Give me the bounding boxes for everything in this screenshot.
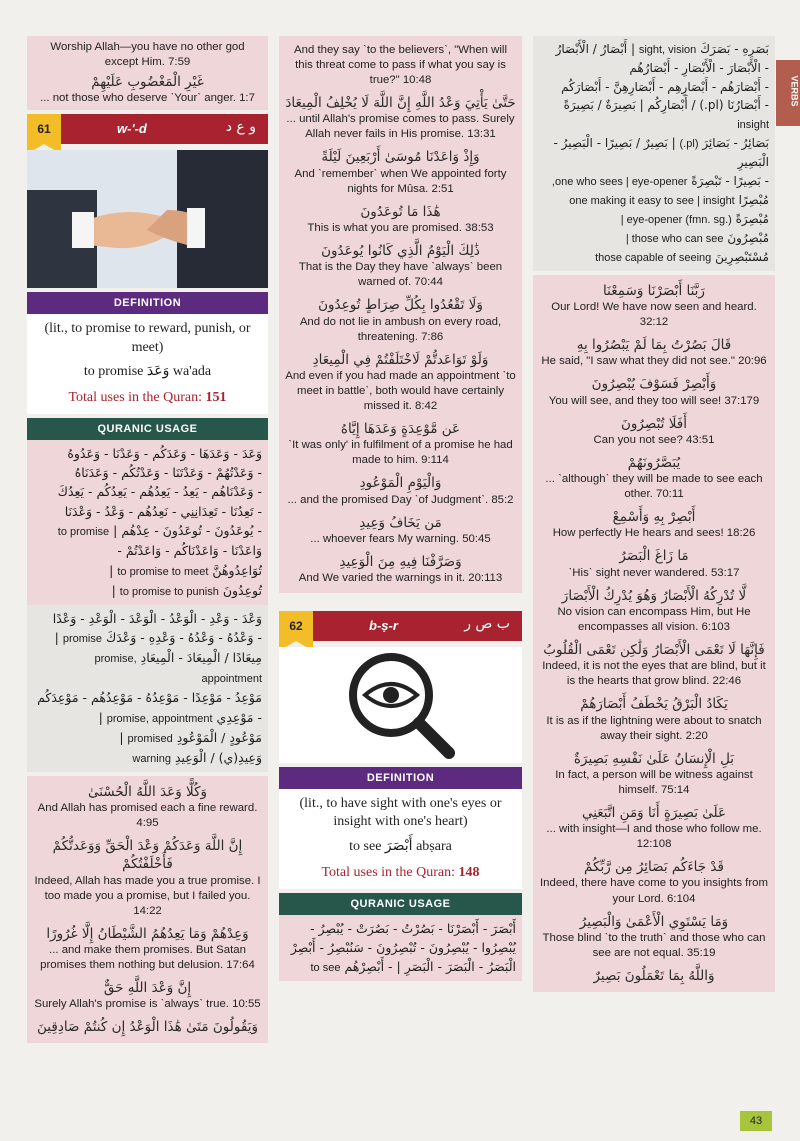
total-label: Total uses in the Quran: [68,389,203,405]
usage-english: sight, vision [638,44,697,56]
entry-english: He said, "I saw what they did not see." 20:96 [541,355,767,368]
usage-english: to promise to meet [117,565,209,578]
entry [539,855,769,909]
entry-arabic: قَدْ جَاءَكُم بَصَائِرُ مِن رَّبِّكُمْ [584,859,724,876]
entry [285,239,516,293]
entry-english: Indeed, it is not the eyes that are blind, but it is the hearts that grow blind. 22:46 [542,660,766,688]
usage-line: بَصَائِرُ - بَصَائِرَ (pl.) | بَصِيرٌ / بَصِيرًا - الْبَصِيرُ - الْبَصِيرِ [553,135,769,169]
root-transliteration: b-ṣ-r [369,618,398,634]
root-header-61 [27,114,268,144]
entry-arabic: وَالْيَوْمِ الْمَوْعُودِ [359,475,442,492]
entry-arabic: رَبَّنَا أَبْصَرْنَا وَسَمِعْنَا [603,282,705,299]
entry-english: How perfectly He hears and sees! 18:26 [552,527,756,540]
entry-english: And We varied the warnings in it. 20:113 [298,572,503,585]
root-arabic: و ع د [225,119,256,136]
entry [539,544,769,583]
usage-arabic: بَصَائِرُ - بَصَائِرَ [702,135,769,150]
usage-line: - مَوْعِدِي promise, appointment | [98,709,262,725]
entry-arabic: يُبَصَّرُونَهُمْ [627,454,681,471]
usage-arabic: مِيعَادًا / الْمِيعَادَ - الْمِيعَادِ [140,650,262,666]
entry-arabic: وَأَبْصِرْ فَسَوْفَ يُبْصِرُونَ [591,376,717,393]
entry-english: You will see, and they too will see! 37:179 [548,394,760,407]
entry-arabic: إِنَّ اللَّهَ وَعَدَكُمْ وَعْدَ الْحَقِّ وَوَعَدتُّكُمْ فَأَخْلَفْتُكُمْ [52,838,243,873]
entry-english: That is the Day they have ˋalwaysˋ been warned of. 70:44 [298,261,503,289]
entry [33,834,262,922]
entry-english: And ˋrememberˋ when We appointed forty nights for Mûsa. 2:51 [294,167,507,195]
entry-english: Those blind ˋto the truthˋ and those who can see are not equal. 35:19 [542,931,766,959]
usage-arabic: مُسْتَبْصِرِينَ [715,249,769,264]
entry-arabic: وَلَوْ تَوَاعَدتُّمْ لَاخْتَلَفْتُمْ فِي الْمِيعَادِ [312,351,489,368]
entry-english: And do not lie in ambush on every road, threatening. 7:86 [299,315,502,343]
entry-arabic: غَيْرِ الْمَغْضُوبِ عَلَيْهِمْ [91,74,204,91]
entry-english: ... and the promised Day ˋof Judgmentˋ. 85:2 [287,493,514,506]
entry-english: Can you not see? 43:51 [593,433,715,446]
usage-arabic: مَوْعُودٍ / الْمَوْعُودِ [176,729,262,745]
usage-english: to promise to punish [119,585,219,598]
entry-arabic: يَكَادُ الْبَرْقُ يَخْطَفُ أَبْصَارَهُمْ [580,696,728,713]
usage-arabic: - أَبْصَارُنَا (pl.) / أَبْصَارِكُم [647,98,769,113]
entry-english: ... ˋalthoughˋ they will be made to see each other. 70:11 [545,473,763,501]
definition-main: to promise وَعَدَ wa'ada [83,363,212,379]
entry [33,1015,262,1039]
entry-arabic: مَن يَخَافُ وَعِيدِ [359,514,442,531]
usage-line: وَعْدَ - وَعْدِ - الْوَعْدُ - الْوَعْدَ - الْوَعْدِ - وَعْدًا [52,610,262,626]
entry [539,801,769,855]
entry [285,91,516,145]
entry-arabic: وَلَا تَقْعُدُوا بِكُلِّ صِرَاطٍ تُوعِدُونَ [318,297,483,314]
entry [539,412,769,451]
entry-english: This is what you are promised. 38:53 [307,221,494,234]
entry [539,692,769,746]
usage-line [539,191,769,210]
entry-english: And they say ˋto the believersˋ, "When will this threat come to pass if what you say is true?" 10:48 [294,44,507,87]
usage-line: - وَعَدْنَاهُم - يَعِدُ - يَعِدُهُم - يَعِدُكُم - يَعِدُكَ [57,484,262,500]
usage-line: - يُوعَدُونَ - تُوعَدُونَ - عِدْهُم | to promise [57,523,262,539]
usage-english: one making it easy to see | insight [569,194,735,207]
total-value: 148 [458,864,480,880]
entry-arabic: وَمَا يَسْتَوِي الْأَعْمَىٰ وَالْبَصِيرُ [579,913,729,930]
usage-arabic: تُوعِدُونَ [222,582,262,598]
entry-arabic: قَالَ بَصُرْتُ بِمَا لَمْ يَبْصُرُوا بِهِ [576,337,732,354]
entry-arabic: وَيَقُولُونَ مَتَىٰ هَٰذَا الْوَعْدُ إِن كُنتُمْ صَادِقِينَ [37,1019,258,1036]
entry [539,910,769,964]
entry-english: Surely Allah's promise is ˋalwaysˋ true. 10:55 [34,998,261,1011]
entry-english: Worship Allah—you have no other god except Him. 7:59 [50,41,245,69]
entry-block [27,36,268,110]
usage-list-nouns [533,36,775,271]
usage-arabic: - وَعْدُهُ - وَعْدُهُ - وَعْدِهِ - وَعْدَكَ [105,630,262,646]
page-number: 43 [740,1111,772,1131]
usage-line: أَبْصَرَ - أَبْصَرْنَا - بَصُرْتُ - بَصُرَتْ - يُبْصِرُ - [310,920,516,936]
usage-arabic: أَبْصَارُ / الْأَبْصَارُ [555,42,628,56]
entry [539,505,769,544]
usage-english: insight [737,118,769,131]
usage-line: يُبْصِرُوا - يُبْصِرُونَ - تُبْصِرُونَ - سَنُبْصِرُ - أَبْصِرْ [290,939,516,955]
entry-english: ... and make them promises. But Satan promises them nothing but delusion. 17:64 [40,943,255,971]
entry-english: It is as if the lightning were about to snatch away their sight. 2:20 [546,714,762,742]
entry [33,780,262,834]
total-value: 151 [205,389,227,405]
usage-line [539,248,769,267]
usage-english: promised [127,732,173,745]
entry [285,40,516,91]
usage-english: promise, appointment [94,653,262,686]
entry-arabic: وَصَرَّفْنَا فِيهِ مِنَ الْوَعِيدِ [339,553,462,570]
usage-line [33,748,262,768]
usage-line: تُوعِدُونَ to promise to punish | [111,582,262,598]
entry-arabic: وَكُلًّا وَعَدَ اللَّهُ الْحُسْنَىٰ [87,783,208,800]
usage-list [27,440,268,605]
entry [285,145,516,199]
usage-english: promise, appointment [106,712,213,725]
root-arabic: ب ص ر [464,616,510,633]
usage-arabic: مُبْصِرًا [738,192,769,207]
entry-english: ˋIt was only' in fulfilment of a promise he had made to him. 9:114 [288,439,513,467]
entry-english: And Allah has promised each a fine reward. 4:95 [37,802,258,830]
root-header-62 [279,611,522,641]
entry-arabic: عَن مَّوْعِدَةٍ وَعَدَهَا إِيَّاهُ [340,421,461,438]
usage-label: QURANIC USAGE [27,418,268,440]
usage-line [539,229,769,248]
entry-english: ... with insight—I and those who follow me. 12:108 [546,823,762,851]
entry [285,417,516,471]
usage-line: - وَعْدُهُ - وَعْدُهُ - وَعْدِهِ - وَعْدَكَ promise | [54,630,262,646]
entry-english: In fact, a person will be witness against himself. 75:14 [555,768,753,796]
entry [539,333,769,372]
entry-english: ˋHisˋ sight never wandered. 53:17 [568,566,740,579]
entry-arabic: أَبْصِرْ بِهِ وَأَسْمِعْ [612,509,696,526]
entry-english: Our Lord! We have now seen and heard. 32:12 [551,300,757,329]
usage-arabic: بَصِيرٌ / بَصِيرًا - الْبَصِيرُ - الْبَصِيرِ [553,135,769,169]
usage-line: بَصَرِهِ - بَصَرَكَ sight, vision | أَبْصَارُ / الْأَبْصَارُ [555,42,769,56]
definition-label: DEFINITION [27,292,268,314]
usage-line: - تَعِدُنَا - تَعِدَانِنِي - نَعِدُهُم - وَعْدُ - وَعْدَنَا [64,503,262,519]
total-uses [285,865,516,881]
entry-english: ... whoever fears My warning. 50:45 [310,532,491,545]
usage-arabic: - بَصِيرًا - تَبْصِرَةً [691,173,769,188]
usage-line: - أَبْصَارَهُم - أَبْصَارِهِم - أَبْصَارِهِنَّ - أَبْصَارَكُم [561,79,769,94]
definition-literal: (lit., to promise to reward, punish, or meet) [44,321,251,355]
entry-arabic: وَاللَّهُ بِمَا تَعْمَلُونَ بَصِيرٌ [593,967,715,984]
entry-arabic: ذَٰلِكَ الْيَوْمُ الَّذِي كَانُوا يُوعَدُونَ [321,243,480,260]
section-tab-label: VERBS [789,75,800,107]
entry [285,348,516,417]
usage-list-nouns [27,605,268,772]
entry-english: ... until Allah's promise comes to pass. Surely Allah never fails in His promise. 13:31 [286,113,515,141]
usage-english: to see [310,962,341,975]
usage-line [539,172,769,191]
column-2 [279,36,522,981]
usage-line: الْبَصَرُ - الْبَصَرَ - الْبَصَرِ | - أَبْصِرْهُم to see [310,959,516,975]
column-1 [27,36,268,1047]
usage-arabic: بَصَرِهِ - بَصَرَكَ [700,42,769,56]
definition-box [27,314,268,413]
entry-arabic: بَلِ الْإِنسَانُ عَلَىٰ نَفْسِهِ بَصِيرَةٌ [573,750,735,767]
usage-line: - الْأَبْصَارَ - الْأَبْصَارِ - أَبْصَارُهُم [629,61,769,76]
usage-list [279,915,522,982]
usage-line: مَوْعِدُ - مَوْعِدًا - مَوْعِدُهُ - مَوْعِدُهُم - مَوْعِدَكُم [37,690,262,706]
entries-block [533,275,775,992]
entry [539,584,769,638]
entry [539,372,769,411]
entry [539,964,769,988]
definition-box [279,789,522,888]
entry-english: And even if you had made an appointment ˋto meet in battleˋ, both would have certainly missed it. 8:42 [285,369,516,412]
usage-label: QURANIC USAGE [279,893,522,915]
usage-arabic: مُبْصِرُونَ [727,230,769,245]
entry-arabic: وَعِدْهُمْ وَمَا يَعِدُهُمُ الشَّيْطَانُ إِلَّا غُرُورًا [46,925,249,942]
entry-arabic: عَلَىٰ بَصِيرَةٍ أَنَا وَمَنِ اتَّبَعَنِي [581,804,727,821]
usage-line: تُوَاعِدُوهُنَّ to promise to meet | [109,562,262,578]
usage-line: وَاعَدْنَا - وَاعَدْنَاكُم - وَاعَدْتُمْ - [117,543,262,559]
entry-english: Indeed, there have come to you insights from your Lord. 6:104 [540,877,768,905]
total-label: Total uses in the Quran: [321,864,456,880]
entry [33,922,262,976]
spacer [279,597,522,611]
total-uses [33,390,262,406]
entry-arabic: أَفَلَا تُبْصِرُونَ [621,415,687,432]
entry [285,471,516,510]
usage-english: to promise [57,526,110,539]
entry [285,550,516,589]
usage-line: - أَبْصَارُنَا (pl.) / أَبْصَارِكُم | بَصِيرَةٌ / بَصِيرَةً insight [563,98,769,131]
entry-arabic: هَٰذَا مَا تُوعَدُونَ [360,203,441,220]
usage-arabic: - أَبْصِرْهُم [344,959,393,975]
entries-block [279,36,522,593]
usage-arabic: - مَوْعِدِي [216,709,262,725]
usage-arabic: وَعِيدِ(ي) / الْوَعِيدِ [174,749,262,765]
entry [539,638,769,692]
usage-arabic: بَصِيرَةٌ / بَصِيرَةً [563,98,636,113]
entry-arabic: مَا زَاغَ الْبَصَرُ [619,548,689,565]
entry [285,200,516,239]
entry [539,747,769,801]
definition-label: DEFINITION [279,767,522,789]
usage-line [33,648,262,688]
definition-main: to see أَبْصَرَ abṣara [349,838,452,854]
section-tab-verbs [776,60,800,126]
handshake-photo [27,150,268,288]
entry [539,451,769,505]
entry-arabic: حَتَّىٰ يَأْتِيَ وَعْدُ اللَّهِ إِنَّ اللَّهَ لَا يُخْلِفُ الْمِيعَادَ [285,95,516,112]
usage-english: one who sees | eye-opener, [551,175,688,188]
usage-arabic: - يُوعَدُونَ - تُوعَدُونَ - عِدْهُم [121,523,262,539]
entry [33,976,262,1015]
usage-line: - وَعَدْتُهُمْ - وَعَدْتَنَا - وَعَدْتُكُم - وَعَدَنَاهُ [74,465,262,481]
usage-line: وَعَدَ - وَعَدَهَا - وَعَدَكُم - وَعَدْنَا - وَعَدُوهُ [67,445,262,461]
usage-arabic: مُبْصِرَةً [735,211,769,226]
usage-line: مَوْعُودٍ / الْمَوْعُودِ promised | [119,729,262,745]
usage-english: those who can see | [625,232,724,245]
entry-arabic: لَّا تُدْرِكُهُ الْأَبْصَارُ وَهُوَ يُدْرِكُ الْأَبْصَارَ [561,587,747,604]
definition-literal: (lit., to have sight with one's eyes or insight with one's heart) [299,796,502,830]
usage-line [539,210,769,229]
entry-english: No vision can encompass Him, but He encompasses all vision. 6:103 [557,605,751,633]
root-number: 61 [27,114,61,144]
entries-block [27,776,268,1044]
usage-english: those capable of seeing [595,251,712,264]
usage-english: promise [62,633,102,646]
entry [539,279,769,333]
root-transliteration: w-'-d [117,121,147,137]
usage-english: (pl.) [679,137,699,150]
column-3 [533,36,775,996]
entry-english: ... not those who deserve ˋYourˋ anger. 1:7 [40,92,255,105]
eye-magnifier-icon [279,647,522,763]
usage-english: warning [132,752,171,765]
entry [285,293,516,347]
entry-arabic: فَإِنَّهَا لَا تَعْمَى الْأَبْصَارُ وَلَٰكِن تَعْمَى الْقُلُوبُ [543,642,765,659]
entry-arabic: إِنَّ وَعْدَ اللَّهِ حَقٌّ [103,979,192,996]
entry [285,511,516,550]
entry-english: Indeed, Allah has made you a true promise. I too made you a promise, but I failed you. 14:22 [34,874,261,917]
usage-english: eye-opener (fmn. sg.) | [620,213,732,226]
usage-arabic: تُوَاعِدُوهُنَّ [212,562,262,578]
usage-arabic: الْبَصَرُ - الْبَصَرَ - الْبَصَرِ [404,959,516,975]
root-number: 62 [279,611,313,641]
entry-arabic: وَإِذْ وَاعَدْنَا مُوسَىٰ أَرْبَعِينَ لَيْلَةً [321,149,480,166]
